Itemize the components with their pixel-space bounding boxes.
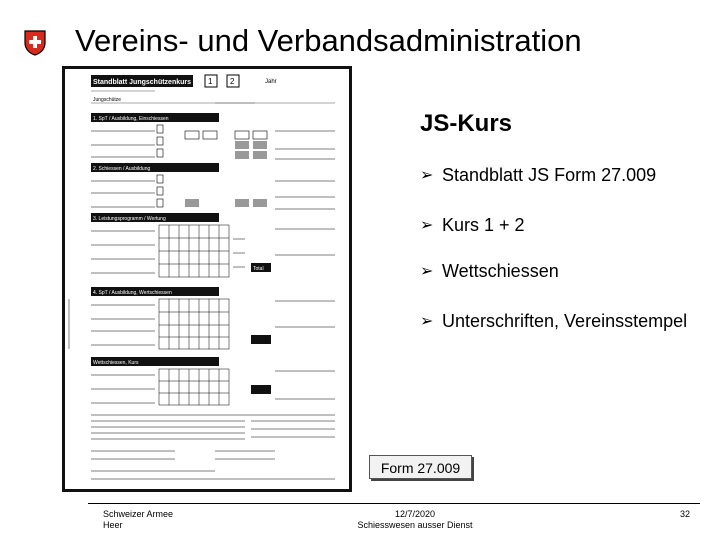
svg-text:4. SpT / Ausbildung, Wertschie: 4. SpT / Ausbildung, Wertschiessen [93,290,172,296]
footer-date-dept: 12/7/2020 Schiesswesen ausser Dienst [357,509,473,530]
slide-title: Vereins- und Verbandsadministration [75,23,582,58]
form-field-no: 1 [208,77,213,86]
svg-text:3. Leistungsprogramm / Wertung: 3. Leistungsprogramm / Wertung [93,216,166,222]
form-number-badge: Form 27.009 [369,455,472,479]
form-image [62,66,352,492]
arrow-bullet-icon: ➢ [420,311,434,330]
form-title: Standblatt Jungschützenkurs [93,79,192,86]
form-name-label: Jungschütze [93,97,122,103]
form-field-no-2: 2 [230,77,235,86]
arrow-bullet-icon: ➢ [420,165,434,184]
arrow-bullet-icon: ➢ [420,261,434,280]
form-scan [65,69,349,489]
bullet-item: ➢ Standblatt JS Form 27.009 [420,165,657,185]
form-year-label: Jahr [265,79,277,85]
arrow-bullet-icon: ➢ [420,215,434,234]
bullet-item: ➢ Kurs 1 + 2 [420,215,525,235]
svg-text:1. SpT / Ausbildung, Einschies: 1. SpT / Ausbildung, Einschiessen [93,116,169,122]
swiss-crest-icon [24,30,46,56]
footer-divider [88,503,700,504]
footer-organization: Schweizer Armee Heer [103,509,174,530]
svg-text:Wettschiessen, Kurs: Wettschiessen, Kurs [93,360,139,366]
bullet-item: ➢ Unterschriften, Vereinsstempel [420,311,688,331]
svg-text:Total: Total [253,266,264,272]
slide-heading: JS-Kurs [420,110,513,137]
page-number: 32 [679,509,690,519]
bullet-item: ➢ Wettschiessen [420,261,559,281]
svg-text:2. Schiessen / Ausbildung: 2. Schiessen / Ausbildung [93,166,151,172]
